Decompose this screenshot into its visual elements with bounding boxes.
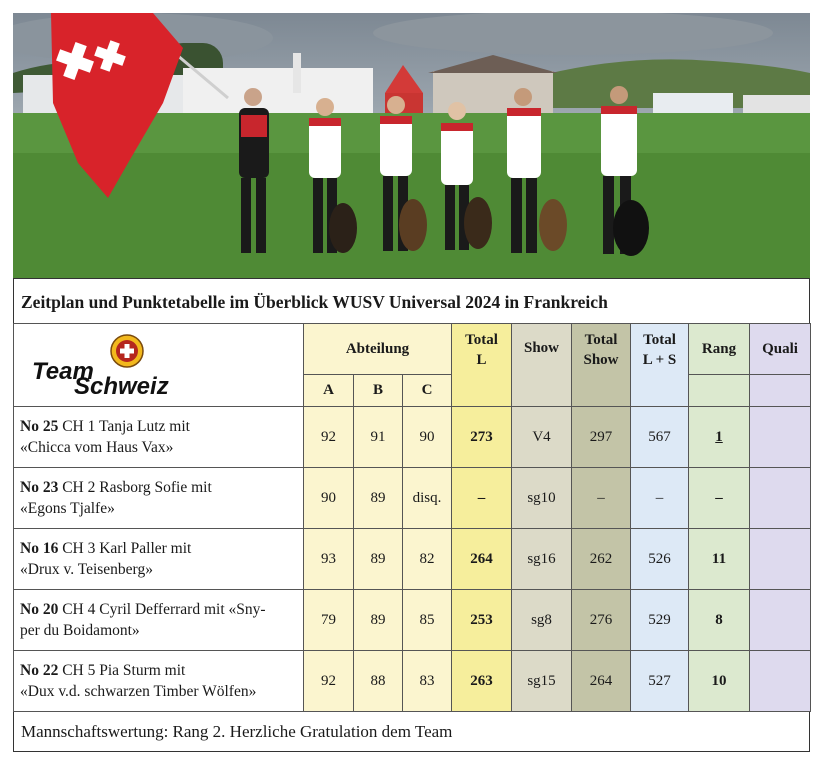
- logo-text-team: Team: [32, 358, 94, 385]
- competitor-line2: «Dux v.d. schwarzen Timber Wölfen»: [20, 683, 257, 700]
- quali: [750, 468, 811, 529]
- total-show: 276: [572, 590, 631, 651]
- header-show: Show: [512, 324, 572, 407]
- header-total-l: [452, 324, 512, 407]
- competitor-line1: CH 4 Cyril Defferrard mit «Sny-: [58, 601, 266, 618]
- page-title: Zeitplan und Punktetabelle im Überblick WUSV Universal 2024 in Frankreich: [21, 292, 608, 312]
- score-a: 93: [304, 529, 354, 590]
- competitor-number: No 16: [20, 540, 59, 557]
- table-row: [14, 651, 811, 712]
- header-rang-blank: [689, 375, 750, 407]
- score-b: 89: [354, 529, 403, 590]
- header-total-ls-line1: Total: [643, 332, 676, 348]
- competitor-line2: per du Boidamont»: [20, 622, 140, 639]
- header-total-l-line1: Total: [465, 332, 498, 348]
- total-show: 297: [572, 407, 631, 468]
- rang: 8: [689, 590, 750, 651]
- total-ls: 567: [631, 407, 689, 468]
- show-rating: sg16: [512, 529, 572, 590]
- header-total-show: [572, 324, 631, 407]
- rang: –: [689, 468, 750, 529]
- show-rating: sg10: [512, 468, 572, 529]
- total-l: –: [452, 468, 512, 529]
- team-photo: [13, 13, 810, 278]
- rang: [689, 407, 750, 468]
- competitor-line2: «Egons Tjalfe»: [20, 500, 115, 517]
- score-a: 90: [304, 468, 354, 529]
- header-total-l-line2: L: [476, 352, 487, 368]
- quali: [750, 590, 811, 651]
- team-emblem-icon: [110, 334, 144, 368]
- total-ls: 526: [631, 529, 689, 590]
- quali: [750, 407, 811, 468]
- competitor-line1: CH 1 Tanja Lutz mit: [58, 418, 190, 435]
- score-a: 92: [304, 407, 354, 468]
- show-rating: sg15: [512, 651, 572, 712]
- competitor-cell: [14, 468, 304, 529]
- team-logo-cell: [14, 324, 304, 407]
- header-sub-c: C: [403, 375, 452, 407]
- score-b: 91: [354, 407, 403, 468]
- header-total-ls-line2: L + S: [642, 352, 677, 368]
- header-sub-a: A: [304, 375, 354, 407]
- total-l: 253: [452, 590, 512, 651]
- total-l: 264: [452, 529, 512, 590]
- competitor-cell: [14, 651, 304, 712]
- table-row: [14, 529, 811, 590]
- competitor-line1: CH 3 Karl Paller mit: [58, 540, 192, 557]
- quali: [750, 651, 811, 712]
- competitor-line1: CH 2 Rasborg Sofie mit: [58, 479, 212, 496]
- team-logo: [28, 330, 208, 400]
- header-quali-blank: [750, 375, 811, 407]
- competitor-cell: [14, 590, 304, 651]
- logo-text-schweiz: Schweiz: [74, 373, 169, 400]
- total-l: 263: [452, 651, 512, 712]
- competitor-number: No 20: [20, 601, 59, 618]
- competitor-number: No 25: [20, 418, 59, 435]
- table-row: [14, 407, 811, 468]
- show-rating: sg8: [512, 590, 572, 651]
- total-l: 273: [452, 407, 512, 468]
- score-b: 88: [354, 651, 403, 712]
- results-panel: [13, 278, 810, 752]
- total-ls: 527: [631, 651, 689, 712]
- score-c: 90: [403, 407, 452, 468]
- header-total-ls: [631, 324, 689, 407]
- competitor-line2: «Chicca vom Haus Vax»: [20, 439, 174, 456]
- total-ls: –: [631, 468, 689, 529]
- competitor-number: No 22: [20, 662, 59, 679]
- show-rating: V4: [512, 407, 572, 468]
- score-c: 85: [403, 590, 452, 651]
- total-show: 264: [572, 651, 631, 712]
- competitor-number: No 23: [20, 479, 59, 496]
- header-total-show-line2: Show: [583, 352, 619, 368]
- competitor-cell: [14, 529, 304, 590]
- score-a: 79: [304, 590, 354, 651]
- header-abteilung: Abteilung: [304, 324, 452, 375]
- header-rang: Rang: [689, 324, 750, 375]
- header-total-show-line1: Total: [584, 332, 618, 348]
- table-row: [14, 468, 811, 529]
- score-a: 92: [304, 651, 354, 712]
- rang: 11: [689, 529, 750, 590]
- score-c: 83: [403, 651, 452, 712]
- total-ls: 529: [631, 590, 689, 651]
- results-table: [13, 323, 811, 712]
- total-show: 262: [572, 529, 631, 590]
- competitor-line1: CH 5 Pia Sturm mit: [58, 662, 186, 679]
- header-quali: Quali: [750, 324, 811, 375]
- score-b: 89: [354, 590, 403, 651]
- rang-value: 1: [715, 428, 723, 445]
- competitor-cell: [14, 407, 304, 468]
- score-c: disq.: [403, 468, 452, 529]
- rang: 10: [689, 651, 750, 712]
- quali: [750, 529, 811, 590]
- score-c: 82: [403, 529, 452, 590]
- score-b: 89: [354, 468, 403, 529]
- table-row: [14, 590, 811, 651]
- team-ranking-note: Mannschaftswertung: Rang 2. Herzliche Gratulation dem Team: [21, 722, 453, 741]
- total-show: –: [572, 468, 631, 529]
- competitor-line2: «Drux v. Teisenberg»: [20, 561, 153, 578]
- header-sub-b: B: [354, 375, 403, 407]
- team-photo-illustration: [13, 13, 810, 278]
